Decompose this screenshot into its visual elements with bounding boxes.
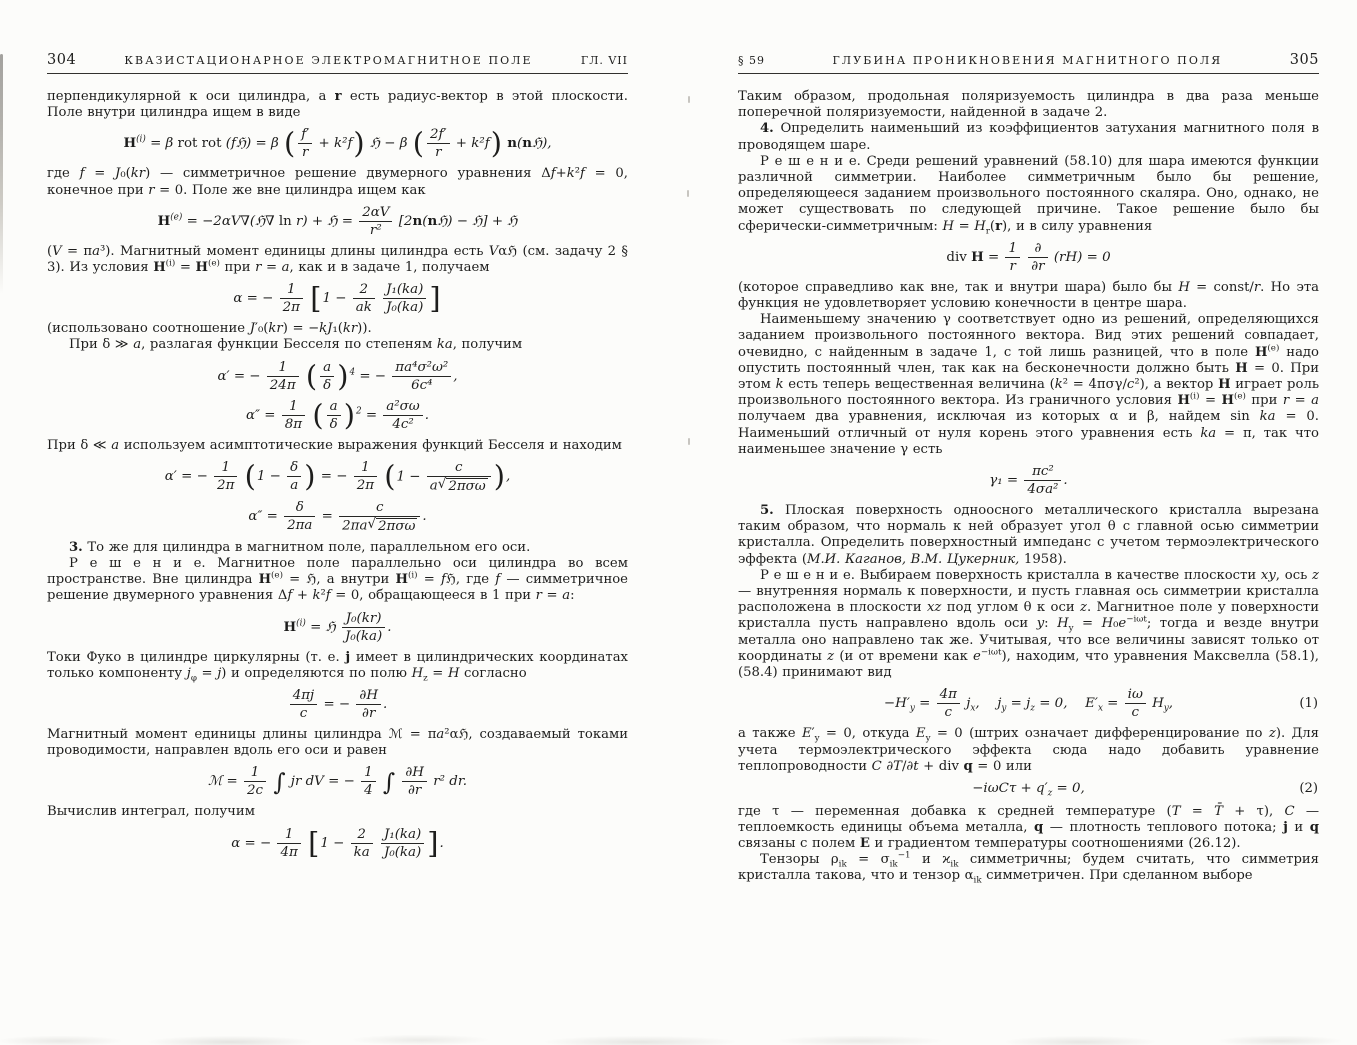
paragraph: Токи Фуко в цилиндре циркулярны (т. е. j имеет в цилиндрических координатах только компоненту $j_\varphi = j$) и определяются по полю $H_z = H$ согласно: [47, 649, 628, 684]
display-formula: [47, 611, 628, 644]
paragraph: 5. Плоская поверхность одноосного металлического кристалла вырезана таким образом, что нормаль к ней образует угол θ с главной осью симметрии кристалла. Определить поверхностный импеданс с учетом термоэлектрического эффекта (М.И. Каганов, В.М. Цукерник, 1958).: [738, 503, 1319, 567]
display-formula: [47, 205, 628, 238]
display-formula: [738, 464, 1319, 497]
display-formula: [47, 765, 628, 798]
paragraph: Наименьшему значению γ соответствует одно из решений, определяющихся заданием произвольного постоянного вектора. Вид этих решений совпадает, очевидно, с найденным в задаче 1, с той лишь разницей, что в поле $H^{(e)}$ надо опустить постоянный член, так как на бесконечности должно быть H = 0. При этом k есть теперь вещественная величина (k² = 4πσγ/c²), а вектор H играет роль произвольного постоянного вектора. Из граничного условия $H^{(i)} = H^{(e)}$ при r = a получаем два уравнения, исключая из которых α и β, найдем sin ka = 0. Наименьший отличный от нуля корень этого уравнения есть ka = π, так что наименьшее значение γ есть: [738, 312, 1320, 457]
paragraph: Р е ш е н и е. Магнитное поле параллельно оси цилиндра во всем пространстве. Вне цилиндра $H^{(e)}$ = ℌ, а внутри $H^{(i)}$ = fℌ, где f — симметричное решение двумерного уравнения Δf + k²f = 0, обращающееся в 1 при r = a:: [47, 556, 628, 604]
formula-content: α = − $\frac{1}{2\pi}$ [ 1 − $\frac{2}{ak}$ $\frac{\text{J₁(ka)}}{\text{J₀(ka)}}$ ]: [233, 281, 441, 316]
display-formula: [47, 827, 628, 860]
page-right: [738, 0, 1319, 885]
display-formula: [47, 688, 628, 721]
scan-edge-artifact: [0, 54, 3, 294]
binding-mark: [688, 438, 690, 445]
formula-content: α′ = − $\frac{1}{2\pi}$ ( 1 − $\frac{\delta}{a}$ ) = − $\frac{1}{2\pi}$ ( 1 − c a √ 2πσω ) ,: [164, 459, 511, 494]
running-title: КВАЗИСТАЦИОНАРНОЕ ЭЛЕКТРОМАГНИТНОЕ ПОЛЕ: [124, 54, 533, 67]
running-head-right: [738, 52, 1319, 74]
paragraph: При δ ≪ a используем асимптотические выражения функций Бесселя и находим: [47, 437, 622, 453]
page-number: 305: [1289, 52, 1319, 68]
paragraph: (V = πa³). Магнитный момент единицы длины цилиндра есть Vαℌ (см. задачу 2 § 3). Из условия $H^{(i)} = H^{(e)}$ при r = a, как и в задаче 1, получаем: [47, 243, 629, 276]
binding-mark: [687, 190, 689, 197]
paragraph: Р е ш е н и е. Выбираем поверхность кристалла в качестве плоскости xy, ось z — внутренняя нормаль к поверхности, и пусть главная ось симметрии кристалла расположена в плоскости xz под углом θ к оси z. Магнитное поле у поверхности кристалла пусть направлено вдоль оси y: $H_y = H_0e^{-i\omega t}$; тогда и везде внутри металла оно направлено так же. Учитывая, что все величины зависят только от координаты z (и от времени как $e^{-i\omega t}$), находим, что уравнения Максвелла (58.1), (58.4) принимают вид: [738, 567, 1319, 681]
formula-content: $H^{(e)}$ = −2αV∇(ℌ∇ ln r) + ℌ = $\frac{2\alpha V}{\text{r²}}$ [2n(nℌ) − ℌ] + ℌ: [157, 204, 518, 238]
formula-content: $\frac{4\pi j}{c}$ = − $\frac{\partial H}{\partial r}$ .: [288, 697, 388, 712]
chapter-label: ГЛ. VII: [580, 54, 628, 67]
paragraph: где τ — переменная добавка к средней температуре (T = T̄ + τ), C — теплоемкость единицы объема металла, q — плотность теплового потока; j и q связаны с полем E и градиентом температуры соотношениями (26.12).: [738, 803, 1320, 852]
running-title: ГЛУБИНА ПРОНИКНОВЕНИЯ МАГНИТНОГО ПОЛЯ: [832, 54, 1223, 67]
display-formula: [47, 399, 628, 432]
formula-content: $-i\omega C\tau + q'_z = 0$,: [972, 780, 1085, 799]
paragraph: Магнитный момент единицы длины цилиндра ℳ = πa²αℌ, создаваемый токами проводимости, направлен вдоль его оси и равен: [47, 727, 628, 759]
formula-content: γ₁ = $\frac{\text{πc²}}{\text{4σa²}}$ .: [989, 464, 1068, 498]
paragraph: 3. То же для цилиндра в магнитном поле, параллельном его оси.: [69, 539, 531, 555]
formula-content: α′ = − $\frac{1}{24\pi}$ ( $\frac{a}{\delta}$ ) $^4$ = − $\frac{\text{πa⁴σ²ω²}}{\text{6c⁴}}$ ,: [217, 358, 458, 393]
paragraph: (использовано соотношение J′₀(kr) = −kJ₁(kr)).: [47, 321, 372, 337]
display-formula: [47, 127, 628, 160]
paragraph: перпендикулярной к оси цилиндра, а r есть радиус-вектор в этой плоскости. Поле внутри цилиндра ищем в виде: [47, 89, 629, 121]
display-formula: [47, 282, 628, 315]
paragraph: а также $E'_y = 0$, откуда $E_y = 0$ (штрих означает дифференцирование по z). Для учета термоэлектрического эффекта сюда надо добавить уравнение теплопроводности C ∂T/∂t + div q = 0 или: [738, 726, 1319, 774]
paragraph: 4. Определить наименьший из коэффициентов затухания магнитного поля в проводящем шаре.: [738, 121, 1319, 153]
paragraph: Таким образом, продольная поляризуемость цилиндра в два раза меньше поперечной поляризуемости, найденной в задаче 2.: [738, 89, 1319, 121]
page-body-right: [738, 89, 1319, 885]
formula-content: α = − $\frac{1}{4\pi}$ [ 1 − $\frac{2}{ka}$ $\frac{\text{J₁(ka)}}{\text{J₀(ka)}}$ ] .: [231, 825, 444, 860]
equation-number: (1): [1299, 695, 1318, 711]
page-bottom-edge-artifact: [0, 1031, 1357, 1045]
display-formula: [47, 360, 628, 393]
paragraph: Тензоры $\rho_{ik} = \sigma_{ik}^{-1}$ и $ϰ_{ik}$ симметричны; будем считать, что симметрия кристалла такова, что и тензор $\alpha_{ik}$ симметричен. При сделанном выборе: [738, 850, 1319, 887]
display-formula: [47, 500, 628, 534]
paragraph: где f = J₀(kr) — симметричное решение двумерного уравнения Δf+k²f = 0, конечное при r = 0. Поле же вне цилиндра ищем как: [47, 166, 628, 198]
equation-number: (2): [1299, 781, 1318, 797]
page-left: [47, 0, 628, 866]
section-label: § 59: [738, 54, 765, 67]
page-number: 304: [47, 52, 77, 68]
formula-content: ℳ = $\frac{1}{2c}$ ∫ jr dV = − $\frac{1}{4}$ ∫ $\frac{\partial H}{\partial r}$ r² dr.: [207, 765, 468, 799]
display-formula: [738, 241, 1319, 274]
paragraph: Вычислив интеграл, получим: [47, 804, 255, 820]
paragraph: (которое справедливо как вне, так и внутри шара) было бы H = const/r. Но эта функция не удовлетворяет условию конечности в центре шара.: [738, 279, 1319, 312]
display-formula: [738, 781, 1319, 798]
formula-content: α″ = $\frac{1}{8\pi}$ ( $\frac{a}{\delta}$ ) $^2$ = $\frac{\text{a²σω}}{\text{4c²}}$ .: [246, 397, 429, 432]
binding-mark: [688, 96, 690, 103]
formula-content: $-H'_y$ = $\frac{4\pi}{c}$ $j_x$, $j_y = j_z = 0$, $E'_x$ = $\frac{i\omega}{c}$ $H_y$,: [883, 687, 1174, 721]
formula-content: α″ = $\frac{\delta}{2\pi a}$ = c 2πa √ 2πσω .: [248, 499, 427, 534]
formula-content: div H = $\frac{1}{r}$ $\frac{\partial}{\partial r}$ (rH) = 0: [946, 240, 1111, 274]
formula-content: $H^{(i)}$ = ℌ $\frac{\text{J₀(kr)}}{\text{J₀(ka)}}$ .: [283, 610, 392, 644]
display-formula: [738, 687, 1319, 720]
running-head-left: [47, 52, 628, 74]
formula-content: $H^{(i)} = \beta$ rot rot (fℌ) = β ( $\frac{f'}{r}$ + k²f ) ℌ − β ( $\frac{2f'}{r}$ + k²f ) n(nℌ),: [123, 126, 552, 161]
page-body-left: [47, 89, 628, 860]
paragraph: Р е ш е н и е. Среди решений уравнений (58.10) для шара имеются функции различной симметрии. Наиболее симметричным было бы решение, определяющееся заданием произвольного постоянного скаляра. Оно, однако, не может существовать по следующей причине. Такое решение было бы сферически-симметричным: $H = H_r(r)$, и в силу уравнения: [738, 153, 1319, 237]
paragraph: При δ ≫ a, разлагая функции Бесселя по степеням ka, получим: [69, 337, 523, 353]
display-formula: [47, 460, 628, 494]
